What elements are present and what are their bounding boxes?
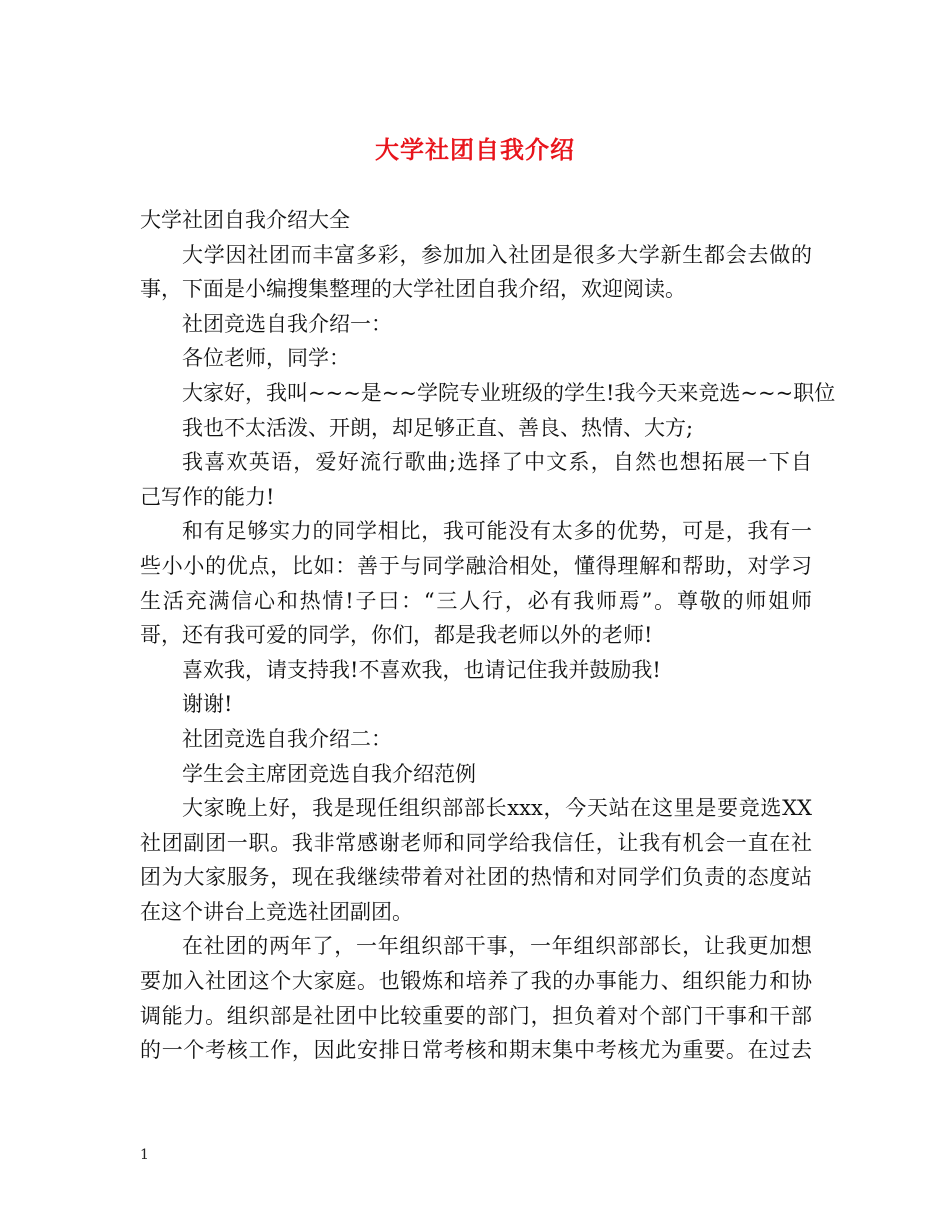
text-line: 在社团的两年了，一年组织部干事，一年组织部部长，让我更加想 bbox=[182, 934, 812, 959]
text-line: 大学社团自我介绍大全 bbox=[140, 208, 350, 232]
text-line: 各位老师，同学： bbox=[182, 346, 350, 371]
document-title: 大学社团自我介绍 bbox=[375, 135, 575, 164]
text-line: 喜欢我，请支持我!不喜欢我，也请记住我并鼓励我! bbox=[182, 657, 661, 682]
text-line: 社团竞选自我介绍一： bbox=[182, 311, 392, 336]
text-line: 学生会主席团竞选自我介绍范例 bbox=[182, 761, 476, 786]
text-line: 大学因社团而丰富多彩，参加加入社团是很多大学新生都会去做的 bbox=[182, 242, 812, 267]
text-line: 的一个考核工作，因此安排日常考核和期末集中考核尤为重要。在过去 bbox=[140, 1038, 812, 1063]
text-line: 些小小的优点，比如：善于与同学融洽相处，懂得理解和帮助，对学习 bbox=[140, 553, 812, 578]
document-body bbox=[140, 203, 836, 1068]
text-line: 大家好，我叫~~~是~~学院专业班级的学生!我今天来竞选~~~职位 bbox=[182, 380, 836, 405]
text-line: 社团副团一职。我非常感谢老师和同学给我信任，让我有机会一直在社 bbox=[140, 830, 812, 855]
text-line: 谢谢! bbox=[182, 692, 233, 717]
page-number: 1 bbox=[140, 1147, 149, 1163]
text-line: 己写作的能力! bbox=[140, 484, 275, 509]
text-line: 要加入社团这个大家庭。也锻炼和培养了我的办事能力、组织能力和协 bbox=[140, 969, 812, 994]
text-line: 在这个讲台上竞选社团副团。 bbox=[140, 899, 413, 924]
text-line: 大家晚上好，我是现任组织部部长xxx，今天站在这里是要竞选XX bbox=[182, 796, 812, 821]
text-line: 社团竞选自我介绍二： bbox=[182, 726, 392, 751]
text-line: 团为大家服务，现在我继续带着对社团的热情和对同学们负责的态度站 bbox=[140, 865, 812, 890]
text-line: 我喜欢英语，爱好流行歌曲;选择了中文系，自然也想拓展一下自 bbox=[182, 450, 812, 475]
text-line: 生活充满信心和热情!子曰：“三人行，必有我师焉”。尊敬的师姐师 bbox=[140, 588, 812, 613]
text-line: 和有足够实力的同学相比，我可能没有太多的优势，可是，我有一 bbox=[182, 519, 812, 544]
text-line: 事，下面是小编搜集整理的大学社团自我介绍，欢迎阅读。 bbox=[140, 277, 686, 302]
text-line: 我也不太活泼、开朗，却足够正直、善良、热情、大方; bbox=[182, 415, 694, 440]
text-line: 哥，还有我可爱的同学，你们，都是我老师以外的老师! bbox=[140, 623, 653, 648]
text-line: 调能力。组织部是社团中比较重要的部门，担负着对个部门干事和干部 bbox=[140, 1003, 812, 1028]
